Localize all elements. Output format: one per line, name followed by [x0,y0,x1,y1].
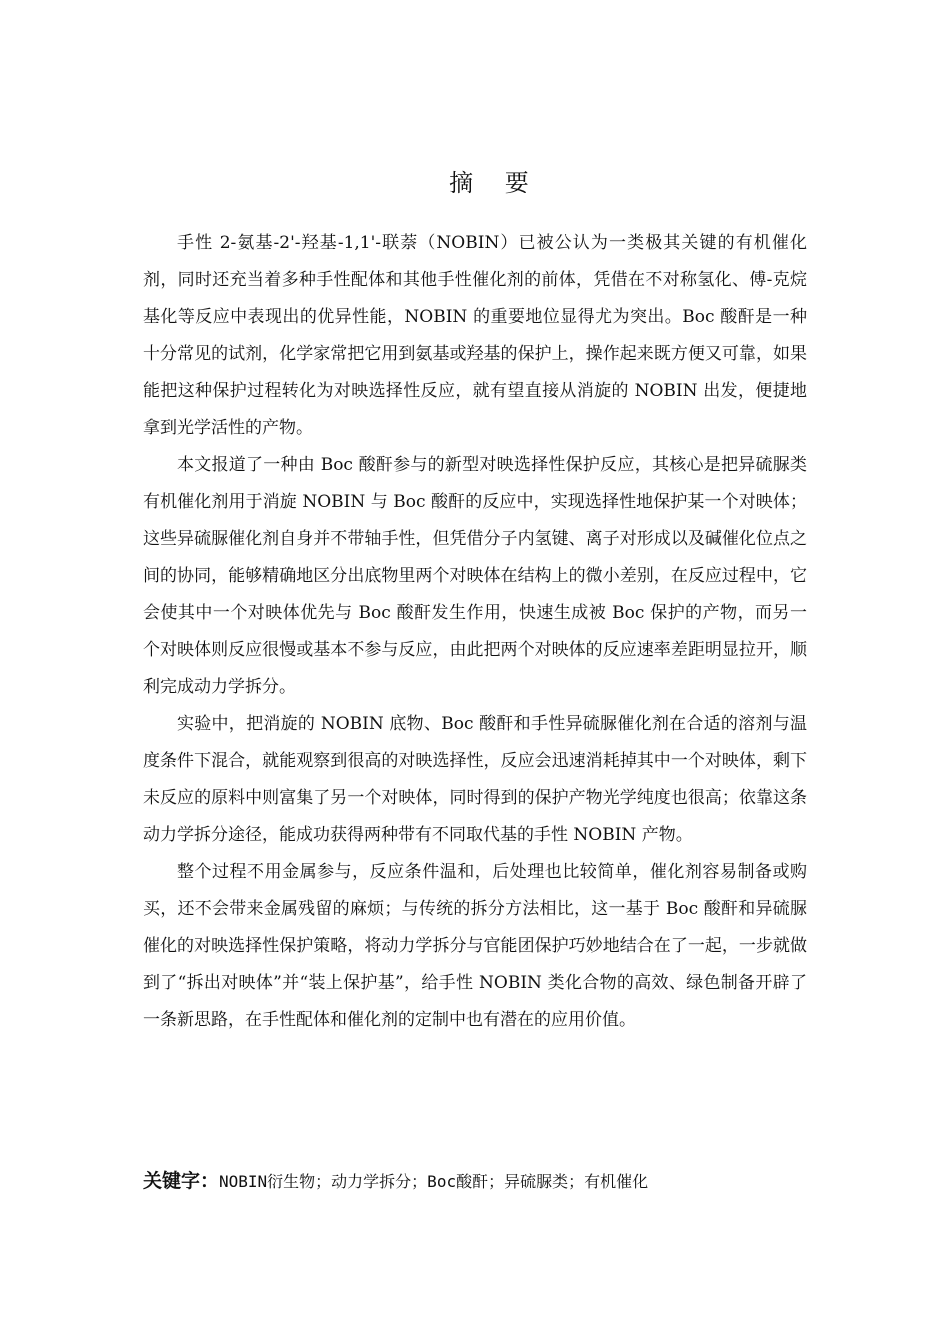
abstract-body [143,225,807,1039]
keywords-label: 关键字： [143,1170,220,1192]
keywords-value: NOBIN衍生物；动力学拆分；Boc酸酐；异硫脲类；有机催化 [219,1172,649,1191]
abstract-paragraph: 实验中，把消旋的 NOBIN 底物、Boc 酸酐和手性异硫脲催化剂在合适的溶剂与温度条件下混合，就能观察到很高的对映选择性，反应会迅速消耗掉其中一个对映体，剩下未反应的原料中则富集了另一个对映体，同时得到的保护产物光学纯度也很高；依靠这条动力学拆分途径，能成功获得两种带有不同取代基的手性 NOBIN 产物。 [143,714,807,845]
abstract-paragraph: 手性 2-氨基-2'-羟基-1,1'-联萘（NOBIN）已被公认为一类极其关键的有机催化剂，同时还充当着多种手性配体和其他手性催化剂的前体，凭借在不对称氢化、傅-克烷基化等反应中表现出的优异性能，NOBIN 的重要地位显得尤为突出。Boc 酸酐是一种十分常见的试剂，化学家常把它用到氨基或羟基的保护上，操作起来既方便又可靠，如果能把这种保护过程转化为对映选择性反应，就有望直接从消旋的 NOBIN 出发，便捷地拿到光学活性的产物。 [143,233,807,438]
abstract-paragraph: 本文报道了一种由 Boc 酸酐参与的新型对映选择性保护反应，其核心是把异硫脲类有机催化剂用于消旋 NOBIN 与 Boc 酸酐的反应中，实现选择性地保护某一个对映体；这些异硫脲催化剂自身并不带轴手性，但凭借分子内氢键、离子对形成以及碱催化位点之间的协同，能够精确地区分出底物里两个对映体在结构上的微小差别，在反应过程中，它会使其中一个对映体优先与 Boc 酸酐发生作用，快速生成被 Boc 保护的产物，而另一个对映体则反应很慢或基本不参与反应，由此把两个对映体的反应速率差距明显拉开，顺利完成动力学拆分。 [143,455,807,697]
abstract-paragraph: 整个过程不用金属参与，反应条件温和，后处理也比较简单，催化剂容易制备或购买，还不会带来金属残留的麻烦；与传统的拆分方法相比，这一基于 Boc 酸酐和异硫脲催化的对映选择性保护策略，将动力学拆分与官能团保护巧妙地结合在了一起，一步就做到了“拆出对映体”并“装上保护基”，给手性 NOBIN 类化合物的高效、绿色制备开辟了一条新思路，在手性配体和催化剂的定制中也有潜在的应用价值。 [143,862,807,1030]
keywords-line [143,1166,843,1197]
abstract-title: 摘 要 [449,169,541,198]
